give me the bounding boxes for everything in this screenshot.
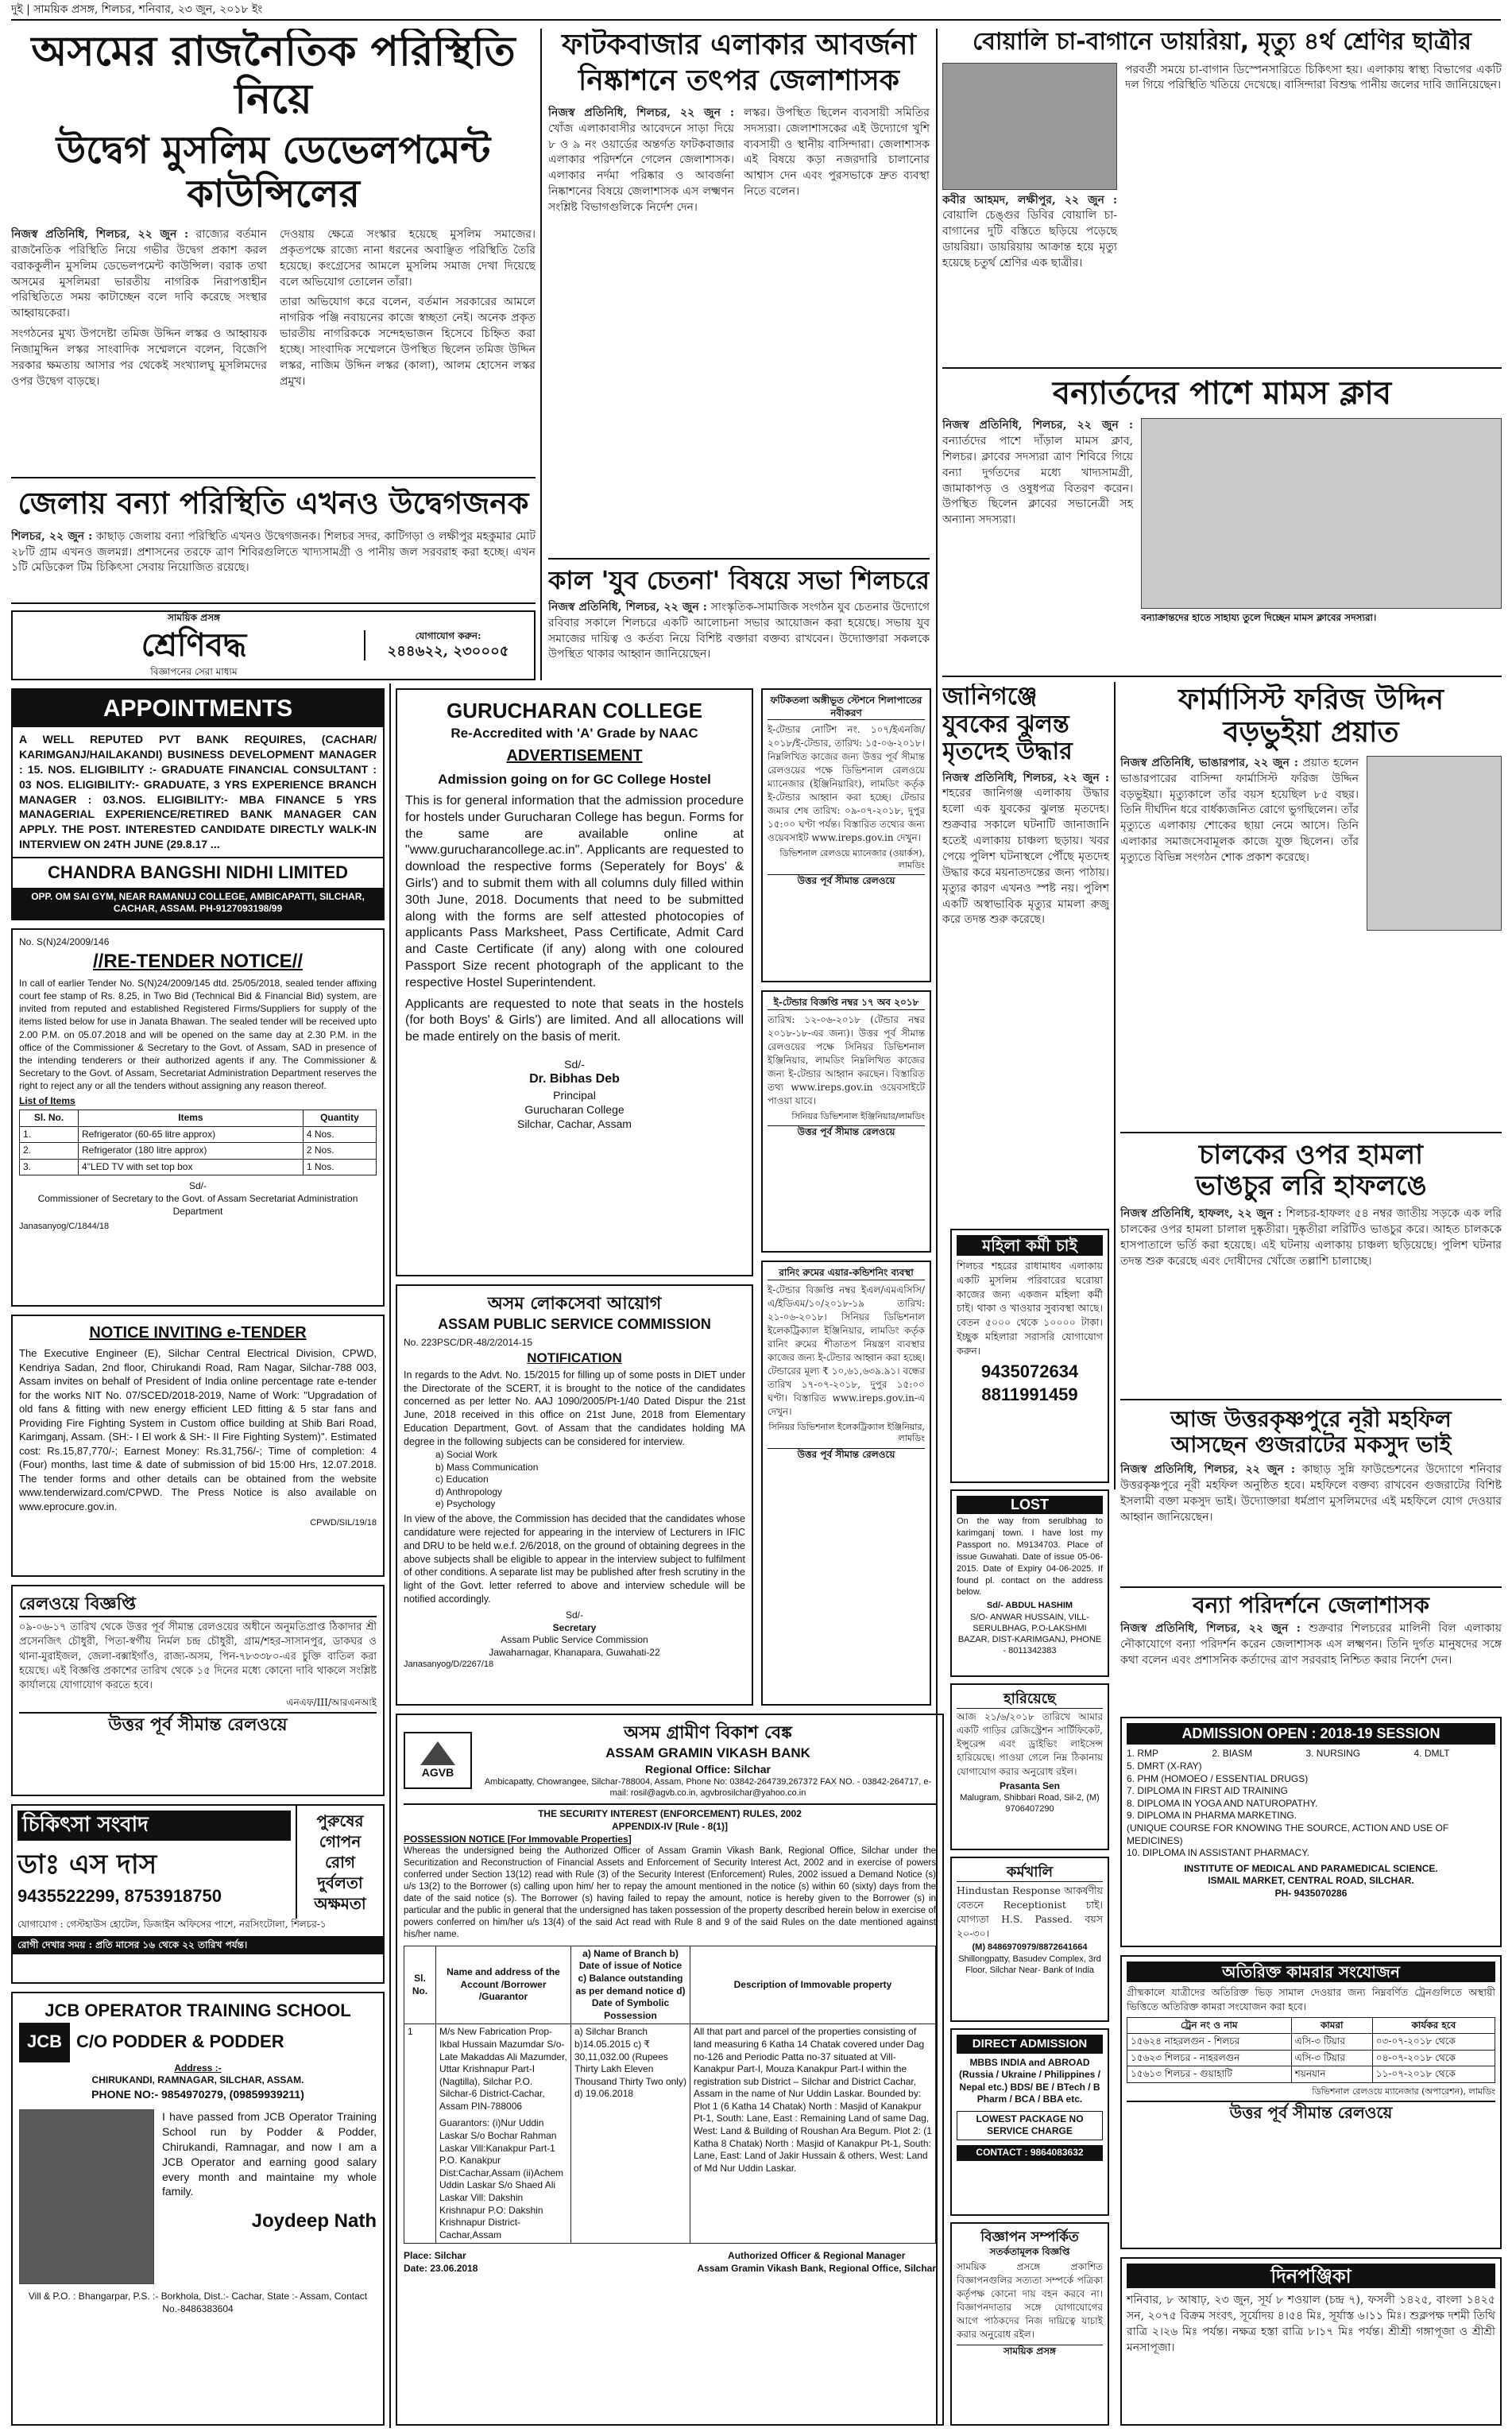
items-table: [19, 1110, 377, 1175]
coach-table: [1127, 2017, 1495, 2083]
possession-table: [404, 1946, 936, 2244]
ad-sign2: Assam Gramin Vikash Bank, Regional Office, Silchar: [697, 2263, 936, 2274]
ad-title: মহিলা কর্মী চাই: [957, 1235, 1103, 1256]
ad-org: উত্তর পূর্ব সীমান্ত রেলওয়ে: [768, 874, 925, 888]
ad-adv: ADVERTISEMENT: [506, 746, 643, 765]
ad-body: ০৯-০৬-১৭ তারিখ থেকে উত্তর পূর্ব সীমান্ত রেলওয়ের অধীনে অনুমতিপ্রাপ্ত ঠিকাদার শ্রী প্রসেনজিৎ চৌধুরী, পিতা-স্বর্গীয় নির্মল চন্দ্র চৌধুরী, গ্রাম/শহর-সাসানপুর, ডাকঘর ও থানা-মুরাইজল, জেলা-বক্সাইগাঁও, রাজ্য-অসম, পিন-৭৮৩৩৮০-এর চুক্তি বাতিল করা হয়েছে। এই বিজ্ঞপ্তি প্রকাশের তারিখ থেকে ১৫ দিনের মধ্যে কোনো দাবি থাকলে সংশ্লিষ্ট কার্যালয়ে যোগাযোগ করতে হবে।: [19, 1621, 377, 1692]
ad-title-en: ASSAM PUBLIC SERVICE COMMISSION: [438, 1315, 711, 1332]
ad-body: A WELL REPUTED PVT BANK REQUIRES, (CACHAR/ KARIMGANJ/HAILAKANDI) BUSINESS DEVELOPMENT MANAGER : 15. NOS. ELIGIBILITY :- GRADUATE FINANCIAL CONSULTANT : 03 NOS. ELIGIBILITY:- GRADUATE, 3 YRS EXPERIENCE BRANCH MANAGER : 03.NOS. ELIGIBILITY:- MBA FINANCE 5 YRS MANAGERIAL EXPERIENCE/RETIRED BANK MANAGER CAN APPLY. THE POST. INTERESTED CANDIDATE DIRECTLY WALK-IN INTERVIEW ON 24TH JUNE (29.8.17 ...: [19, 733, 377, 851]
ad-title-bn: অসম গ্ৰামীণ বিকাশ বেঙ্ক: [624, 1722, 792, 1743]
ad-body: In call of earlier Tender No. S(N)24/2009/145 dtd. 25/05/2018, sealed tender affixing court fee stamp of Rs. 8.25, in Two Bid (Technical Bid & Financial Bid) system, are invited from reputed and established Registered Firms/Suppliers for supply of the items listed below for use in Janata Bhawan. The sealed tender will be received upto 2.00 P.M. on 05.07.2018 and will be opened on the same day at 2.30 P.M. in the office of the Commissioner & Secretary to the Govt. of Assam, SAD in presence of the intending tenderers or their authorized agents if any. The Commissioner & Secretary to the Govt. of Assam, Secretariat Administration Department reserves the right to reject any or all the tenders without assigning any reason thereof.: [19, 977, 377, 1092]
headline: কাল 'যুব চেতনা' বিষয়ে সভা শিলচরে: [548, 566, 930, 595]
list-item: a) Social Work: [435, 1448, 497, 1460]
headline-line2: নিষ্কাশনে তৎপর জেলাশাসক: [578, 64, 899, 98]
table-cell: 3.: [20, 1159, 79, 1175]
article-janiganj: [942, 684, 1109, 1224]
ad-addr-label: Address :-: [174, 2062, 222, 2074]
ad-body: This is for general information that the admission procedure for hostels under Gurucharan College has begun. Forms for the same are available online at "www.gurucharancollege.ac.in". Applicants are requested to download the respective forms (Seperately for Boys' & Girls') and to submit them with all columns duly filled within 30th June, 2018. Documents that need to be submitted along with the forms are self attested photocopies of applicants Pass Marksheet, Pass Certificate, Admit Card and Caste Certificate (if any) along with one coloured Passport Size recent photograph of the applicant to the respective Hostel Superintendent.: [405, 793, 744, 990]
table-row: [1127, 2034, 1495, 2051]
article-muslim-council: [11, 29, 536, 470]
ad-company: CHANDRA BANGSHI NIDHI LIMITED: [13, 857, 383, 885]
table-header: Items: [79, 1110, 304, 1127]
table-cell: ১৫৬২৩ শিলচর - নাহরলগুন: [1127, 2050, 1292, 2066]
ad-place: Place: Silchar: [404, 2250, 466, 2262]
ad-railway-notice: [11, 1585, 385, 1796]
ad-bigyapan: [950, 2222, 1109, 2426]
ad-lost: [950, 1489, 1109, 1677]
table-header: Name and address of the Account /Borrower /Guarantor: [436, 1946, 571, 2024]
ad-sign: Sd/-: [188, 1180, 207, 1192]
article-flood-inspection: [1120, 1593, 1502, 1710]
moms-club-photo: [1141, 418, 1502, 609]
ad-sub: Admission going on for GC College Hostel: [438, 771, 711, 787]
table-cell: All that part and parcel of the properties consisting of land measuring 6 Katha 14 Chatak covered under Dag no-126 and Periodic Patta no-37 situated at Vill-Kanakpur Part-I, Mouza Kanakpur Part-I within the registration sub District – Silchar and District Cachar, Assam in the name of Nur Uddin Laskar. Bounded by: Plot 1 (6 Katha 14 Chatak) North : Masjid of Kanakpur Pt-1, South: Lane, East : Remaining Land of same Dag, West: Land & Building of Roushan Ara Begum. Plot 2: (1 Katha 8 Chatak) North : Masjid of Kanakpur Pt-1, South: Lane, East: Land of Jakir Hussain & others, West: Land of Md Nur Uddin Laskar.: [690, 2024, 936, 2244]
table-cell: ১৫৬২৪ নাহরলগুন - শিলচর: [1127, 2034, 1292, 2051]
article-body: প্রয়াত হলেন ভাঙারপারের বাসিন্দা ফার্মাসিস্ট ফরিজ উদ্দিন বড়ভুইয়া। মৃত্যুকালে তাঁর বয়স হয়েছিল ৮৫ বছর। তিনি দীর্ঘদিন ধরে বার্ধক্যজনিত রোগে ভুগছিলেন। তাঁর মৃত্যুতে এলাকায় শোকের ছায়া নেমে আসে। তিনি এলাকার সমাজসেবামূলক কাজে যুক্ত ছিলেন। তাঁর মৃত্যুতে বিভিন্ন সংগঠন শোক প্রকাশ করেছে।: [1120, 756, 1359, 865]
course-item: 4. DMLT: [1413, 1748, 1450, 1760]
headline-line2: যুবকের ঝুলন্ত: [942, 710, 1069, 738]
strip-left: দুই | সাময়িক প্ৰসঙ্গ, শিলচর, শনিবার, ২৩ জুন, ২০১৮ ইং: [11, 2, 263, 16]
table-cell: ০৪-০৭-২০১৮ থেকে: [1372, 2050, 1495, 2066]
ad-doctor: ডাঃ এস দাস: [17, 1848, 157, 1880]
article-body: খোঁজ এলাকাবাসীর আবেদনে সাড়া দিয়ে ৮ ও ৯ নং ওয়ার্ডের অন্তর্গত ফাটকবাজার এলাকার পরিদর্শনে গেলেন জেলাশাসক। এলাকার নর্দমা পরিষ্কার ও আবর্জনা নিষ্কাশনের বিষয়ে জেলাশাসক এস লক্ষ্মণন সংশ্লিষ্ট বিভাগগুলিকে নির্দেশ দেন।: [548, 122, 734, 215]
ad-title: JCB OPERATOR TRAINING SCHOOL: [44, 2000, 351, 2020]
ad-notif: NOTIFICATION: [527, 1350, 622, 1365]
ad-sign: সাময়িক প্রসঙ্গ: [957, 2345, 1103, 2358]
ad-addr: Ambicapatty, Chowrangee, Silchar-788004, Assam, Phone No: 03842-264739,267372 FAX NO. - 03842-264717, e-mail: rosil@agvb.co.in, agvbrosilchar@yahoo.co.in: [484, 1776, 932, 1799]
ad-address: যোগাযোগ : গেস্টহাউস হোটেল, ডিজাইন অফিসের পাশে, নরসিংটোলা, শিলচর-১: [17, 1919, 327, 1930]
article-yuva-chetana: [548, 566, 930, 680]
table-cell: 2.: [20, 1143, 79, 1160]
almanac-title: দিনপঞ্জিকা: [1127, 2264, 1495, 2288]
byline: নিজস্ব প্রতিনিধি, শিলচর, ২২ জুন :: [942, 419, 1133, 432]
ad-body: গ্রীষ্মকালে যাত্রীদের অতিরিক্ত ভিড় সামাল দেওয়ার জন্য নিম্নবর্ণিত ট্রেনগুলিতে অস্থায়ী ভিত্তিতে অতিরিক্ত কামরা সংযোজন করা হবে।: [1127, 1986, 1495, 2012]
ad-shrenibaddha: [11, 610, 536, 680]
table-header: Sl. No.: [404, 1946, 436, 2024]
ad-body: The Executive Engineer (E), Silchar Central Electrical Division, CPWD, Kendriya Sadan, 2nd floor, Chirukandi Road, Ram Nagar, Silchar-788 003, Assam invites on behalf of President of India online percentage rate e-tender for the works NIT No. 07/SCED/2018-2019, Name of Work: "Upgradation of old fans & fitting with new energy efficient LED fitting & 5 star fans and Providing Fire Fighting System in Custom office building at Shib Bari Road, Karimganj, Assam. (SH:- I El work & SH:- II Fire Fighting System)". Estimated cost: Rs.15,87,770/-; Earnest Money: Rs.31,756/-; Time of completion: 4 (Four) months, last time & date of submission of bid 15:00 Hrs, 12.07.2018. The tender forms and other details can be obtained from the website www.tenderwizard.com/CPWD. The Press Notice is also available on www.eprocure.gov.in.: [19, 1347, 377, 1513]
list-item: d) Anthropology: [435, 1485, 503, 1497]
ad-ref: No. S(N)24/2009/146: [19, 936, 110, 947]
ad-act: THE SECURITY INTEREST (ENFORCEMENT) RULES, 2002: [538, 1808, 802, 1820]
ad-title-en: ASSAM GRAMIN VIKASH BANK: [605, 1745, 810, 1760]
byline: নিজস্ব প্রতিনিধি, হাফলং, ২২ জুন :: [1120, 1207, 1282, 1221]
table-cell: এসি-৩ টিয়ার: [1291, 2050, 1372, 2066]
ad-list-title: List of Items: [19, 1095, 75, 1107]
article-body: লস্কর। উপস্থিত ছিলেন ব্যবসায়ী সমিতির সদস্যরা। জেলাশাসকের এই উদ্যোগে খুশি ব্যবসায়ী ও স্থানীয় বাসিন্দারা। জেলাশাসক এই বিষয়ে কড়া নজরদারি চালানোর আশ্বাস দেন এবং পুরসভাকে দ্রুত ব্যবস্থা নিতে বলেন।: [744, 106, 930, 199]
ad-time: রোগী দেখার সময় : প্রতি মাসের ১৬ থেকে ২২ তারিখ পর্যন্ত।: [13, 1936, 383, 1955]
article-body: দেওয়ায় ক্ষেত্রে সংস্কার হয়েছে মুসলিম সমাজের। প্রকৃতপক্ষে রাজ্যে নানা ধরনের অবাঞ্ছিত পরিস্থিতি তৈরি হয়েছে। কংগ্রেসের আমলে মুসলিম সমাজ দেখা দিয়েছে বলে অভিযোগ তোলেন তাঁরা।: [280, 227, 536, 289]
ad-sign: Sd/- ABDUL HASHIM: [986, 1601, 1073, 1611]
ad-signer: Commissioner of Secretary to the Govt. of Assam Secretariat Administration Department: [37, 1193, 358, 1217]
table-header: কামরা: [1291, 2017, 1372, 2034]
ad-title: অতিরিক্ত কামরার সংযোজন: [1127, 1962, 1495, 1982]
ad-inst: INSTITUTE OF MEDICAL AND PARAMEDICAL SCIENCE.: [1184, 1862, 1438, 1874]
course-item: 7. DIPLOMA IN FIRST AID TRAINING: [1127, 1785, 1288, 1797]
list-item: e) Psychology: [435, 1498, 496, 1510]
ad-logo: AGVB: [421, 1765, 454, 1779]
ad-phone: PHONE NO:- 9854970279, (09859939211): [91, 2087, 304, 2101]
table-row: [20, 1126, 377, 1143]
ad-agvb: [396, 1714, 944, 2426]
ad-title: কর্মখালি: [957, 1863, 1103, 1882]
table-cell: 4"LED TV with set top box: [79, 1159, 304, 1175]
ad-mahila: [950, 1229, 1109, 1483]
ad-body: In regards to the Advt. No. 15/2015 for filling up of some posts in DIET under the Directorate of the SCERT, it is brought to the notice of the candidates concerned as per letter No. AAJ 1090/2005/Pt-1/40 Dated Dispur the 21st June, 2018 received in this office on 21st June, 2018 from Elementary Education Department, Govt. of Assam that the candidates holding MA degree in the following subjects can be considered for interview.: [404, 1369, 745, 1448]
ad-post: Secretary: [552, 1621, 597, 1633]
headline-line1: ফাটকবাজার এলাকার আবর্জনা: [562, 29, 916, 61]
table-header: কার্যকর হবে: [1372, 2017, 1495, 2034]
jcb-logo-icon: JCB: [19, 2023, 70, 2062]
headline-line2: বড়ভুইয়া প্রয়াত: [1223, 716, 1399, 749]
ad-address: OPP. OM SAI GYM, NEAR RAMANUJ COLLEGE, AMBICAPATTI, SILCHAR, CACHAR, ASSAM. PH-9127093198/99: [13, 888, 383, 919]
ad-appendix: APPENDIX-IV [Rule - 8(1)]: [611, 1821, 728, 1833]
ad-name: Dr. Bibhas Deb: [529, 1072, 620, 1086]
ad-body: ই-টেন্ডার বিজ্ঞপ্তি নম্বর ইএল/এমএসিসি/এ/ইডিএম/১০/২০১৮-১৯ তারিখ: ২১-০৬-২০১৮। সিনিয়র ডিভিশনাল ইলেকট্রিক্যাল ইঞ্জিনিয়ার, লামডিং কর্তৃক রানিং রুমের শীতাতপ নিয়ন্ত্রণ ব্যবস্থার কাজের জন্য ই-টেন্ডার আহ্বান করা হচ্ছে। টেন্ডারের মূল্য ₹ ১০,৬১,৬৩৯.৯১। বন্ধের তারিখ ১৭-০৭-২০১৮, দুপুর ১৫:০০ ঘণ্টা। বিস্তারিত www.ireps.gov.in-এ দেখুন।: [768, 1284, 925, 1417]
ad-contact-label: যোগাযোগ করুন:: [415, 629, 481, 641]
photo-caption: বন্যাক্রান্তদের হাতে সাহায্য তুলে দিচ্ছেন মামস ক্লাবের সদস্যরা।: [1141, 612, 1377, 623]
table-cell: a) Silchar Branch b)14.05.2015 c) ₹ 30,11,032.00 (Rupees Thirty Lakh Eleven Thousand Thirty Two only) d) 19.06.2018: [571, 2024, 690, 2244]
byline: নিজস্ব প্রতিনিধি, শিলচর, ২২ জুন :: [942, 771, 1109, 784]
headline-line1: চালকের ওপর হামলা: [1199, 1140, 1423, 1171]
article-body: রাজ্যের বর্তমান রাজনৈতিক পরিস্থিতি নিয়ে গভীর উদ্বেগ প্রকাশ করল বরাককুলীন মুসলিম ডেভেলপমেন্ট কাউন্সিল। বরাক তথা অসমের মুসলিমরা ভারতীয় নাগরিক নিরাপত্তাহীন পরিস্থিতিতে সময় কাটাচ্ছেন বলে দাবি করেছে সংস্থার আহ্বায়কেরা।: [11, 227, 267, 320]
table-cell: ১১-০৭-২০১৮ থেকে: [1372, 2066, 1495, 2083]
headline: বন্যা পরিদর্শনে জেলাশাসক: [1193, 1593, 1429, 1618]
ad-body: Whereas the undersigned being the Authorized Officer of Assam Gramin Vikash Bank, Regional Office, Silchar under the Securitization and Reconstruction of Financial Assets and Enforcement of Security Interest Act, 2002 and in exercise of powers conferred under Section 13(12) read with Rule (3) of the Security Interest (Enforcement) Rules, 2002 issued a Demand Notice (s) u/s 13(2) to the Borrower (s) calling upon him/ her to repay the amount mentioned in the notice (s) within 60 (sixty) days from the date of the said notice (s). The Borrower (s) having failed to repay the amount, notice is hereby given to the Borrower (s) in particular and the public in general that the undersigned has taken possession of the property described herein below in exercise of powers conferred on him/her u/s 13(4) of the said Act read with Rule 8 and 9 of the said Rules on the date mentioned against his/her name.: [404, 1846, 936, 1939]
article-moms-club: [942, 375, 1502, 669]
ad-extra-coach: [1120, 1955, 1502, 2249]
ad-title: GURUCHARAN COLLEGE: [446, 699, 703, 722]
article-pharmacist: [1120, 684, 1502, 1129]
almanac: [1120, 2257, 1502, 2426]
ad-foot: Janasanyog/D/2267/18: [404, 1660, 494, 1670]
ad-org: Assam Public Service Commission: [501, 1634, 648, 1646]
ad-vill: Vill & P.O. : Bhangarpar, P.S. :- Borkhola, Dist.:- Cachar, State :- Assam, Contact No.-8486383604: [28, 2290, 368, 2314]
article-body: শুক্রবার শিলচরের মালিনী বিল এলাকায় নৌকাযোগে বন্যা পরিদর্শন করেন জেলাশাসক এস লক্ষ্মণন। তিনি দুর্গত মানুষদের সঙ্গে কথা বলেন এবং প্রশাসনিক কর্তাদের ত্রাণ সরবরাহ নিশ্চিত করার নির্দেশ দেন।: [1120, 1622, 1502, 1667]
ad-body: আজ ২১/৬/২০১৮ তারিখে আমার একটি গাড়ির রেজিস্ট্রেশন সার্টিফিকেট, ইন্সুরেন্স এবং ড্রাইভিং লাইসেন্স হারিয়েছে। পাওয়া গেলে নিম্ন ঠিকানায় যোগাযোগ করার অনুরোধ রইল।: [957, 1711, 1103, 1777]
ad-title: ই-টেন্ডার বিজ্ঞপ্তি নম্বর ১৭ অব ২০১৮: [768, 997, 925, 1010]
byline: কবীর আহমদ, লক্ষীপুর, ২২ জুন :: [942, 193, 1117, 207]
headline-line3: মৃতদেহ উদ্ধার: [942, 738, 1073, 765]
table-header: Description of Immovable property: [690, 1946, 936, 2024]
table-cell: 1.: [20, 1126, 79, 1143]
ad-body: Hindustan Response আকর্ষণীয় বেতনে Receptionist চাই। যোগ্যতা H.S. Passed. বয়স ২০-৩০।: [957, 1884, 1103, 1939]
ad-phone: 9435072634: [980, 1361, 1079, 1382]
ad-title: APPOINTMENTS: [13, 690, 383, 727]
ad-body: In view of the above, the Commission has decided that the candidates whose candidature were rejected for appearing in the interview of Lecturers in IFIC and DRU to be held w.e.f. 2/6/2018, on the ground of obtaining degrees in the above subjects shall be eligible to appear in the interview subject to fulfilment of other conditions. A separate list may be published after fresh scrutiny in the light of the Govt. letter referred to above and interview schedule will be notified accordingly.: [404, 1512, 745, 1605]
table-cell: 1 Nos.: [303, 1159, 376, 1175]
ad-org: উত্তর পূর্ব সীমান্ত রেলওয়ে: [768, 1448, 925, 1462]
ad-body: MBBS INDIA and ABROAD (Russia / Ukraine / Philippines / Nepal etc.) BDS/ BE / BTech / B Pharm / BCA / BBA etc.: [958, 2056, 1101, 2105]
table-cell: 1: [404, 2024, 436, 2244]
ad-phone: PH- 9435070286: [1274, 1887, 1348, 1899]
ad-notice: POSSESSION NOTICE [For Immovable Properties]: [404, 1833, 632, 1845]
table-cell: Guarantors: (i)Nur Uddin Laskar S/o Bochar Rahman Laskar Vill:Kanakpur Part-1 P.O. Kanakpur Dist:Cachar,Assam (ii)Achem Uddin Laskar S/o Shaed Ali Laskar Vill: Dakshin Krishnapur P.O: Dakshin Krishnapur District- Cachar,Assam: [439, 2117, 564, 2240]
table-row: [20, 1143, 377, 1160]
ad-package: LOWEST PACKAGE NO SERVICE CHARGE: [957, 2111, 1103, 2140]
table-row: [404, 2024, 936, 2244]
course-item: 9. DIPLOMA IN PHARMA MARKETING.: [1127, 1810, 1297, 1822]
ad-phone: (M) 8486970979/8872641664: [972, 1942, 1088, 1953]
ad-body: সাময়িক প্রসঙ্গে প্রকাশিত বিজ্ঞাপনগুলির সত্যতা সম্পর্কে পত্রিকা কর্তৃপক্ষ কোনো দায় বহন করবে না। বিজ্ঞাপনদাতার সঙ্গে যোগাযোগের আগে পাঠকদের নিজ দায়িত্বে যাচাই করার অনুরোধ রইল।: [957, 2260, 1103, 2340]
ad-body: On the way from serulbhag to karimganj town. I have lost my Passport no. M9134703. Place of issue Guwahati. Date of issue 05-06-2015. Date of Expiry 04-06-2025. If found pl. contact on the address below.: [957, 1516, 1103, 1598]
headline: বন্যার্তদের পাশে মামস ক্লাব: [1052, 375, 1392, 412]
ad-place: Jawaharnagar, Khanapara, Guwahati-22: [489, 1646, 660, 1658]
byline: শিলচর, ২২ জুন :: [11, 529, 93, 543]
ad-phone: 8811991459: [981, 1384, 1078, 1404]
ad-sub: বিজ্ঞাপনের সেরা মাধ্যম: [150, 666, 238, 677]
ad-sign: সিনিয়র ডিভিশনাল ইলেকট্রিক্যাল ইঞ্জিনিয়ার, লামডিং: [768, 1421, 925, 1444]
ad-appointments: [11, 688, 385, 920]
course-item: 6. PHM (HOMOEO / ESSENTIAL DRUGS): [1127, 1772, 1309, 1784]
article-lorry-attack: [1120, 1140, 1502, 1394]
ad-code: এনএফ/III/আরএনআই: [286, 1696, 377, 1708]
table-cell: 2 Nos.: [303, 1143, 376, 1160]
jcb-person-photo: [19, 2109, 154, 2284]
ad-sub: C/O PODDER & PODDER: [76, 2031, 284, 2052]
table-row: [20, 1159, 377, 1175]
headline-line2: উদ্বেগ মুসলিম ডেভেলপমেন্ট কাউন্সিলের: [56, 127, 491, 216]
article-body: তারা অভিযোগ করে বলেন, বর্তমান সরকারের আমলে নাগরিক পঞ্জি নবায়নের কাজে স্বচ্ছতা নেই। অনেক প্রকৃত ভারতীয় নাগরিককে সন্দেহভাজন হিসেবে চিহ্নিত করা হচ্ছে। সাংবাদিক সম্মেলনে উপস্থিত ছিলেন তমিজ উদ্দিন লস্কর, নাজিম উদ্দিন লস্কর (কালা), আলম হোসেন লস্কর প্রমুখ।: [280, 296, 536, 388]
byline: নিজস্ব প্রতিনিধি, শিলচর, ২২ জুন :: [1120, 1463, 1296, 1477]
ad-accr: Re-Accredited with 'A' Grade by NAAC: [451, 725, 698, 741]
ad-sub: পুরুষের গোপন রোগ দুর্বলতা অক্ষমতা: [296, 1806, 383, 1919]
ad-retender: [11, 928, 385, 1307]
headline-line1: আজ উত্তরকৃষ্ণপুরে নূরী মহফিল: [1170, 1407, 1452, 1432]
page-strip: [11, 0, 1501, 21]
ad-sign: সিনিয়র ডিভিশনাল ইঞ্জিনিয়ার/লামডিং: [791, 1110, 925, 1121]
table-cell: এসি-৩ টিয়ার: [1291, 2034, 1372, 2051]
ad-addr: Malugram, Shibbari Road, Sil-2, (M) 9706407290: [960, 1793, 1100, 1814]
ad-name: Joydeep Nath: [251, 2210, 377, 2233]
ad-title: NOTICE INVITING e-TENDER: [89, 1324, 307, 1342]
course-item: 3. NURSING: [1305, 1748, 1361, 1760]
article-body: সংগঠনের মুখ্য উপদেষ্টা তমিজ উদ্দিন লস্কর ও আহ্বায়ক নিজামুদ্দিন লস্কর সাংবাদিক সম্মেলনে বলেন, বিজেপি সরকার ক্ষমতায় আসার পর থেকেই সংখ্যালঘু মুসলিমদের ওপর উদ্বেগ বাড়ছে।: [11, 327, 267, 388]
ad-title-bn: অসম লোকসেবা আয়োগ: [487, 1293, 662, 1314]
byline: নিজস্ব প্রতিনিধি, ভাঙারপার, ২২ জুন :: [1120, 756, 1298, 769]
ad-railway-tender-1: [761, 688, 931, 982]
headline-line1: জানিগঞ্জে: [942, 684, 1038, 711]
list-item: c) Education: [435, 1474, 489, 1485]
ad-addr: CHIRUKANDI, RAMNAGAR, SILCHAR, ASSAM.: [91, 2074, 304, 2086]
headline: জেলায় বন্যা পরিস্থিতি এখনও উদ্বেগজনক: [17, 486, 529, 521]
ad-sign: Authorized Officer & Regional Manager: [728, 2250, 906, 2262]
ad-body: তারিখ: ১২-০৬-২০১৮ (টেন্ডার নম্বর ২০১৮-১৮-এর জন্য)। উত্তর পূর্ব সীমান্ত রেলওয়ের পক্ষে সিনিয়র ডিভিশনাল ইঞ্জিনিয়ার, লামডিং নিম্নলিখিত কাজের জন্য ই-টেন্ডার আহ্বান করছেন। বিস্তারিত তথ্য www.ireps.gov.in ওয়েবসাইটে পাওয়া যাবে।: [768, 1013, 925, 1106]
ad-gurucharan: [396, 688, 753, 1276]
ad-title: চিকিৎসা সংবাদ: [17, 1811, 291, 1841]
ad-sign: ডিভিশনাল রেলওয়ে ম্যানেজার (ওয়ার্কস), লামডিং: [779, 848, 925, 870]
ad-sign: Sd/-: [565, 1609, 583, 1621]
article-body: বোয়ালি চেঙ্গুর ডিবির বোয়ালি চা-বাগানের দুটি বস্তিতে ছড়িয়ে পড়েছে ডায়রিয়া। ডায়রিয়ায় আক্রান্ত হয়ে মৃত্যু হয়েছে চতুর্থ শ্রেণির এক ছাত্রীর।: [942, 209, 1117, 269]
almanac-body: শনিবার, ৮ আষাঢ়, ২৩ জুন, সূর্য ৮ শওয়াল (চন্দ্র ৭), ফসলী ১৪২৫, বাংলা ১৪২৫ সন, ২০৭৫ বিক্রম সংবৎ, সূর্যোদয় ৪।৫৪ মিঃ, সূর্যাস্ত ৬।১১ মিঃ। শুক্লপক্ষ দশমী তিথি রাত্রি ২।২৬ মিঃ পর্যন্ত। নক্ষত্র হস্তা রাত্রি ৮।১৭ মিঃ পর্যন্ত। শ্রীশ্রী গঙ্গাপূজা ও শ্রীশ্রী মনসাপূজা।: [1127, 2294, 1495, 2354]
ad-railway-tender-3: [761, 1261, 931, 1706]
ad-etender: [11, 1315, 385, 1577]
ad-addr: Shillongpatty, Basudev Complex, 3rd Floor, Silchar Near- Bank of India: [958, 1954, 1101, 1975]
ad-contact: CONTACT : 9864083632: [957, 2145, 1103, 2161]
ad-chikitsa: [11, 1804, 385, 1984]
headline: বোয়ালি চা-বাগানে ডায়রিয়া, মৃত্যু ৪র্থ শ্রেণির ছাত্রীর: [973, 29, 1471, 56]
ad-org: উত্তর পূর্ব সীমান্ত রেলওয়ে: [1127, 2101, 1495, 2123]
ad-direct-admission: [950, 2028, 1109, 2216]
ad-addr: ISMAIL MARKET, CENTRAL ROAD, SILCHAR.: [1208, 1875, 1414, 1887]
article-body: কাছাড় জেলায় বন্যা পরিস্থিতি এখনও উদ্বেগজনক। শিলচর সদর, কাটিগড়া ও লক্ষীপুর মহকুমার মোট ২৮টি গ্রাম এখনও জলমগ্ন। প্রশাসনের তরফে ত্রাণ শিবিরগুলিতে খাদ্যসামগ্রী ও পানীয় জল সরবরাহ করা হচ্ছে। এখন ১টি মেডিকেল টিম চিকিৎসা সেবায় নিয়োজিত রয়েছে।: [11, 529, 536, 575]
ad-org: উত্তর পূর্ব সীমান্ত রেলওয়ে: [768, 1125, 925, 1139]
ad-sign: ডিভিশনাল রেলওয়ে ম্যানেজার (অপারেশন), লামডিং: [1312, 2086, 1495, 2097]
ad-body: শিলচর শহরের রাধামাধব এলাকায় একটি মুসলিম পরিবারের ঘরোয়া কাজের জন্য একজন মহিলা কর্মী চাই। থাকা ও খাওয়ার সুব্যবস্থা আছে। বেতন ৫০০০ থেকে ১০০০০ টাকা। ইচ্ছুক মহিলারা সরাসরি যোগাযোগ করুন।: [957, 1260, 1103, 1357]
table-cell: M/s New Fabrication Prop- Ikbal Hussain Mazumdar S/o-Late Makaddas Ali Mazumder, Uttar Krishnapur Part-I (Nagtilla), Silchar P.O. Silchar-6 District-Cachar, Assam PIN-788006: [439, 2026, 567, 2112]
table-cell: Refrigerator (180 litre approx): [79, 1143, 304, 1160]
pharmacist-photo: [1367, 756, 1502, 931]
table-cell: শয়নযান: [1291, 2066, 1372, 2083]
agvb-logo-icon: [420, 1741, 455, 1765]
ad-office: Regional Office: Silchar: [645, 1762, 771, 1776]
headline-line1: ফার্মাসিস্ট ফরিজ উদ্দিন: [1178, 684, 1444, 716]
headline-line1: অসমের রাজনৈতিক পরিস্থিতি নিয়ে: [31, 29, 516, 123]
ad-phone: 9435522299, 8753918750: [17, 1885, 222, 1906]
article-fatakbazar: [548, 29, 930, 553]
ad-ref: No. 223PSC/DR-48/2/2014-15: [404, 1336, 533, 1348]
ad-title: হারিয়েছে: [957, 1690, 1103, 1709]
ad-karmakhali: [950, 1857, 1109, 2022]
ad-addr: S/O- ANWAR HUSSAIN, VILL-SERULBHAG, P.O-LAKSHMI BAZAR, DIST-KARIMGANJ, PHONE - 8011342383: [957, 1612, 1102, 1656]
byline: নিজস্ব প্রতিনিধি, শিলচর, ২২ জুন :: [548, 106, 734, 119]
article-nuri-mahfil: [1120, 1407, 1502, 1582]
ad-title: শ্রেণিবদ্ধ: [141, 627, 247, 664]
ad-contact: ২৪৪৬২২, ২৩০০০৫: [387, 643, 509, 660]
article-boali-tea-garden: [942, 29, 1502, 362]
article-body: কাছাড় সুন্নি ফাউন্ডেশনের উদ্যোগে শনিবার উত্তরকৃষ্ণপুরে নূরী মহফিল অনুষ্ঠিত হবে। মহফিলে বক্তব্য রাখবেন গুজরাটের বিশিষ্ট ইসলামী বক্তা মকসুদ ভাই। উদ্যোক্তারা ধর্মপ্রাণ মুসলিমদের এই মহফিলে যোগ দেওয়ার আহ্বান জানিয়েছেন।: [1120, 1463, 1502, 1524]
ad-small: সাময়িক প্ৰসঙ্গ: [168, 612, 220, 624]
article-body: শিলচর-হাফলং ৫৪ নম্বর জাতীয় সড়কে এক লরি চালকের ওপর হামলা চালাল দুষ্কৃতীরা। দুষ্কৃতীরা লরিটিও ভাঙচুর করে। আহত চালককে হাসপাতালে ভর্তি করা হয়েছে। এই ঘটনায় এলাকায় চাঞ্চল্য ছড়িয়েছে। পুলিশ ঘটনার তদন্ত শুরু করেছে এবং দোষীদের খোঁজে তল্লাশি চালাচ্ছে।: [1120, 1207, 1502, 1268]
ad-org: উত্তর পূর্ব সীমান্ত রেলওয়ে: [19, 1712, 377, 1737]
ad-post: Principal: [553, 1088, 596, 1102]
ad-body: Applicants are requested to note that seats in the hostels (for both Boys' & Girls') are limited. And all allocations will be made entirely on the basis of merit.: [405, 997, 744, 1044]
ad-place: Silchar, Cachar, Assam: [517, 1117, 632, 1131]
ad-title: DIRECT ADMISSION: [957, 2035, 1103, 2054]
ad-org: Gurucharan College: [524, 1103, 625, 1117]
table-cell: ১৫৬১৩ শিলচর - গুয়াহাটি: [1127, 2066, 1292, 2083]
ad-sign: Sd/-: [564, 1057, 585, 1071]
ad-title: বিজ্ঞাপন সম্পর্কিত: [980, 2229, 1079, 2245]
course-item: 5. DMRT (X-RAY): [1127, 1760, 1202, 1772]
table-header: a) Name of Branch b) Date of issue of Notice c) Balance outstanding as per demand notice d) Date of Symbolic Possession: [571, 1946, 690, 2024]
table-row: [1127, 2066, 1495, 2083]
article-body: সাংস্কৃতিক-সামাজিক সংগঠন যুব চেতনার উদ্যোগে রবিবার সকালে শিলচরে একটি আলোচনা সভার আয়োজন করা হয়েছে। সভায় যুব সমাজের দায়িত্ব ও কর্তব্য নিয়ে বিশিষ্ট বক্তারা বক্তব্য রাখবেন। উদ্যোক্তারা সকলকে উপস্থিত থাকার আহ্বান জানিয়েছেন।: [548, 600, 930, 661]
ad-foot: Janasanyog/C/1844/18: [19, 1222, 110, 1232]
ad-apsc: [396, 1284, 753, 1706]
ad-title: ADMISSION OPEN : 2018-19 SESSION: [1127, 1723, 1495, 1745]
byline: নিজস্ব প্রতিনিধি, শিলচর, ২২ জুন :: [548, 600, 707, 614]
table-header: Sl. No.: [20, 1110, 79, 1127]
ad-railway-tender-2: [761, 990, 931, 1253]
headline-line2: আসছেন গুজরাটের মকসুদ ভাই: [1170, 1431, 1452, 1458]
ad-hariyechhe: [950, 1683, 1109, 1850]
table-cell: 4 Nos.: [303, 1126, 376, 1143]
course-item: 2. BIASM: [1212, 1748, 1253, 1760]
ad-title: LOST: [957, 1496, 1103, 1514]
ad-sub: সতর্কতামূলক বিজ্ঞপ্তি: [989, 2246, 1070, 2258]
table-cell: Refrigerator (60-65 litre approx): [79, 1126, 304, 1143]
article-body: শহরের জানিগঞ্জ এলাকায় উদ্ধার হলো এক যুবকের ঝুলন্ত মৃতদেহ। শুক্রবার সকালে ঘটনাটি জানাজানি হতেই এলাকায় চাঞ্চল্য ছড়ায়। খবর পেয়ে পুলিশ ঘটনাস্থলে পৌঁছে মৃতদেহ উদ্ধার করে ময়নাতদন্তের জন্য পাঠায়। মৃত্যুর কারণ এখনও স্পষ্ট নয়। পুলিশ একটি অস্বাভাবিক মৃত্যুর মামলা রুজু করে তদন্ত শুরু করেছে।: [942, 787, 1109, 927]
course-note: (UNIQUE COURSE FOR KNOWING THE SOURCE, ACTION AND USE OF MEDICINES): [1127, 1822, 1449, 1846]
list-item: b) Mass Communication: [435, 1461, 539, 1473]
article-body: পরবর্তী সময়ে চা-বাগান ডিস্পেনসারিতে চিকিৎসা হয়। এলাকায় স্বাস্থ্য বিভাগের একটি দল গিয়ে পরিস্থিতি খতিয়ে দেখেছে। বাসিন্দারা বিশুদ্ধ পানীয় জলের দাবি জানিয়েছেন।: [1125, 63, 1502, 92]
table-row: [1127, 2050, 1495, 2066]
table-cell: ০৩-০৭-২০১৮ থেকে: [1372, 2034, 1495, 2051]
ad-date: Date: 23.06.2018: [404, 2263, 478, 2274]
ad-body: ই-টেন্ডার নোটিশ নং. ১০৭/ইএনজি/২০১৮/ই-টেন্ডার, তারিখ: ১৫-০৬-২০১৮। নিম্নলিখিত কাজের জন্য উত্তর পূর্ব সীমান্ত রেলওয়ের পক্ষে ডিভিশনাল রেলওয়ে ম্যানেজার (ইঞ্জিনিয়ারিং), লামডিং কর্তৃক ই-টেন্ডার আহ্বান করা হচ্ছে। টেন্ডার জমার শেষ তারিখ: ০৯-০৭-২০১৮, দুপুর ১৫:০০ ঘণ্টা পর্যন্ত। বিস্তারিত তথ্যের জন্য ওয়েবসাইট www.ireps.gov.in দেখুন।: [768, 724, 925, 844]
headline-line2: ভাঙচুর লরি হাফলঙে: [1195, 1170, 1427, 1203]
course-item: 1. RMP: [1127, 1748, 1159, 1760]
ad-name: Prasanta Sen: [999, 1780, 1061, 1791]
ad-admission-open: [1120, 1717, 1502, 1947]
ad-title: ফটিকতলা অঙ্গীভূত স্টেশনে শিলাপাতের নবীকরণ: [768, 695, 925, 720]
byline: নিজস্ব প্রতিনিধি, শিলচর, ২২ জুন :: [1120, 1622, 1301, 1636]
ad-title: রেলওয়ে বিজ্ঞপ্তি: [19, 1593, 377, 1617]
ad-body: I have passed from JCB Operator Training School run by Podder & Podder, Chirukandi, Ramnagar, and now I am a JCB Operator and earning good salary every month and maintaine my whole family.: [162, 2109, 377, 2198]
table-header: Quantity: [303, 1110, 376, 1127]
ad-jcb: [11, 1992, 385, 2426]
ad-title: //RE-TENDER NOTICE//: [92, 950, 303, 972]
course-item: 8. DIPLOMA IN YOGA AND NATUROPATHY.: [1127, 1797, 1318, 1809]
article-flood-situation: [11, 486, 536, 598]
byline: নিজস্ব প্রতিনিধি, শিলচর, ২২ জুন :: [11, 227, 189, 241]
course-item: 10. DIPLOMA IN ASSISTANT PHARMACY.: [1127, 1847, 1310, 1859]
table-header: ট্রেন নং ও নাম: [1127, 2017, 1292, 2034]
ad-foot: CPWD/SIL/19/18: [310, 1517, 377, 1528]
article-body: বন্যার্তদের পাশে দাঁড়াল মামস ক্লাব, শিলচর। ক্লাবের সদস্যরা ত্রাণ শিবিরে গিয়ে বন্যা দুর্গতদের মধ্যে খাদ্যসামগ্রী, জামাকাপড় ও ওষুধপত্র বিতরণ করেন। উপস্থিত ছিলেন ক্লাবের সভানেত্রী সহ অন্যান্য সদস্যরা।: [942, 434, 1133, 527]
ad-title: রানিং রুমের এয়ার-কন্ডিশনিং ব্যবস্থা: [768, 1267, 925, 1280]
child-photo: [942, 63, 1117, 190]
